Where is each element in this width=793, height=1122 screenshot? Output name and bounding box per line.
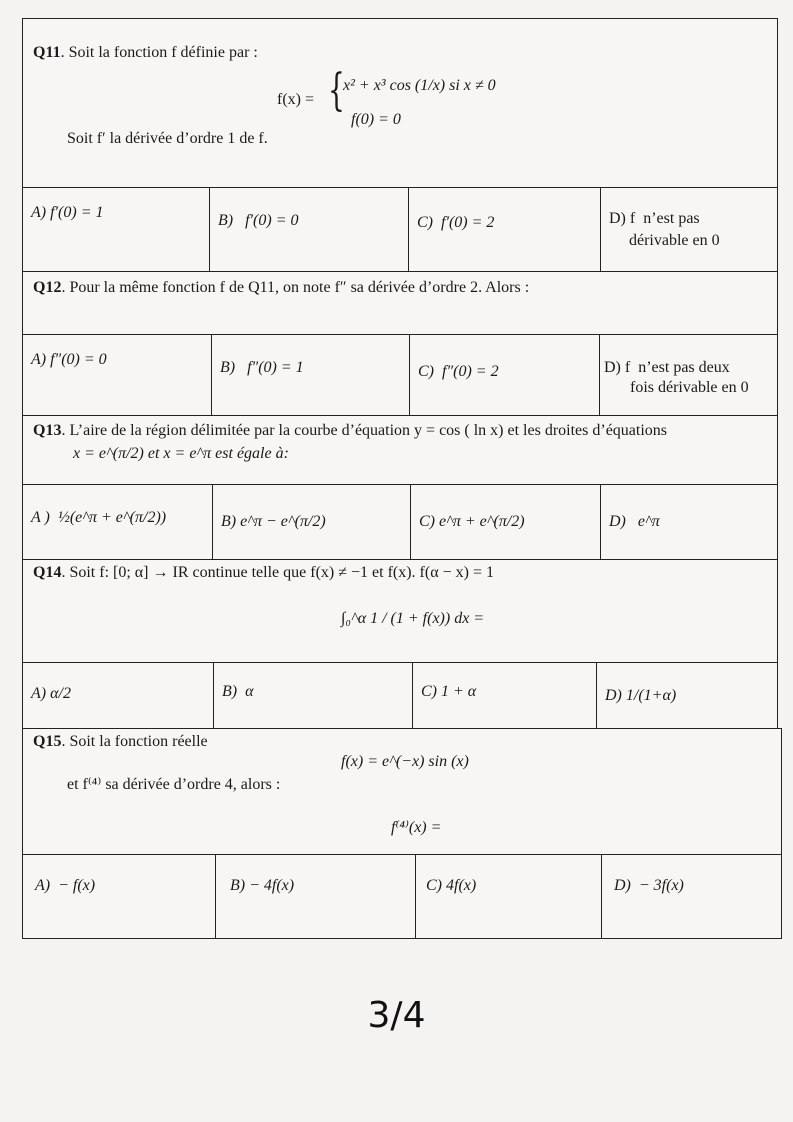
q13-text2: x = e^(π/2) et x = e^π est égale à:: [73, 445, 289, 462]
q13-option-a[interactable]: A ) ½(e^π + e^(π/2)): [23, 485, 213, 559]
q15-text1: Q15. Soit la fonction réelle: [33, 733, 208, 750]
q14-statement: [22, 559, 778, 663]
q14-option-c[interactable]: C) 1 + α: [413, 663, 597, 728]
q12-options: [22, 334, 778, 416]
q11-options: [22, 187, 778, 272]
q13-number: Q13: [33, 422, 62, 439]
q13-text1: Q13. L’aire de la région délimitée par la courbe d’équation y = cos ( ln x) et les droites d’équations: [33, 422, 668, 439]
q13-option-d[interactable]: D) e^π: [609, 513, 660, 530]
q12-option-d[interactable]: D) f n’est pas deux fois dérivable en 0: [604, 359, 749, 396]
q11-def-lhs: f(x) =: [277, 91, 315, 108]
q11-intro-text: . Soit la fonction f définie par :: [60, 44, 258, 61]
page-number: 3/4: [367, 995, 426, 1036]
q11-statement: [22, 18, 778, 188]
q15-option-a[interactable]: A) − f(x): [23, 855, 216, 938]
q11-case2: f(0) = 0: [351, 111, 401, 128]
q11-after: Soit f′ la dérivée d’ordre 1 de f.: [67, 130, 268, 147]
q15-option-d[interactable]: D) − 3f(x): [614, 877, 684, 894]
q11-option-c[interactable]: C) f′(0) = 2: [409, 188, 601, 271]
q15-option-c[interactable]: C) 4f(x): [416, 855, 602, 938]
q11-number: Q11: [33, 44, 61, 61]
q12-option-c[interactable]: C) f″(0) = 2: [410, 335, 600, 415]
q15-text2: et f⁽⁴⁾ sa dérivée d’ordre 4, alors :: [67, 776, 281, 793]
q12-statement: [22, 271, 778, 335]
q12-option-a[interactable]: A) f″(0) = 0: [23, 335, 212, 415]
q14-option-a[interactable]: A) α/2: [23, 663, 214, 728]
q15-statement: [22, 728, 782, 855]
q12-number: Q12: [33, 279, 62, 296]
q14-number: Q14: [33, 564, 62, 581]
q12-text: Q12. Pour la même fonction f de Q11, on note f″ sa dérivée d’ordre 2. Alors :: [33, 279, 530, 296]
q15-func: f(x) = e^(−x) sin (x): [341, 753, 469, 770]
q13-statement: [22, 415, 778, 485]
q15-option-b[interactable]: B) − 4f(x): [216, 855, 416, 938]
q11-brace: {: [328, 65, 345, 116]
q11-case1: x² + x³ cos (1/x) si x ≠ 0: [343, 77, 496, 94]
q14-text: Q14. Soit f: [0; α] → IR continue telle que f(x) ≠ −1 et f(x). f(α − x) = 1: [33, 564, 494, 581]
q13-options: [22, 484, 778, 560]
q13-option-c[interactable]: C) e^π + e^(π/2): [411, 485, 601, 559]
q11-option-a[interactable]: A) f′(0) = 1: [23, 188, 210, 271]
q14-integral: ∫₀^α 1 / (1 + f(x)) dx =: [341, 610, 485, 627]
q15-options: [22, 854, 782, 939]
q11-option-d[interactable]: D) f n’est pas dérivable en 0: [609, 210, 720, 249]
q12-option-b[interactable]: B) f″(0) = 1: [212, 335, 410, 415]
q14-options: [22, 662, 778, 729]
q13-option-b[interactable]: B) e^π − e^(π/2): [213, 485, 411, 559]
q11-intro: [33, 43, 258, 63]
q15-number: Q15: [33, 733, 62, 750]
q15-eq: f⁽⁴⁾(x) =: [391, 819, 442, 836]
q14-option-b[interactable]: B) α: [214, 663, 413, 728]
q11-option-b[interactable]: B) f′(0) = 0: [210, 188, 409, 271]
q14-option-d[interactable]: D) 1/(1+α): [605, 687, 677, 704]
